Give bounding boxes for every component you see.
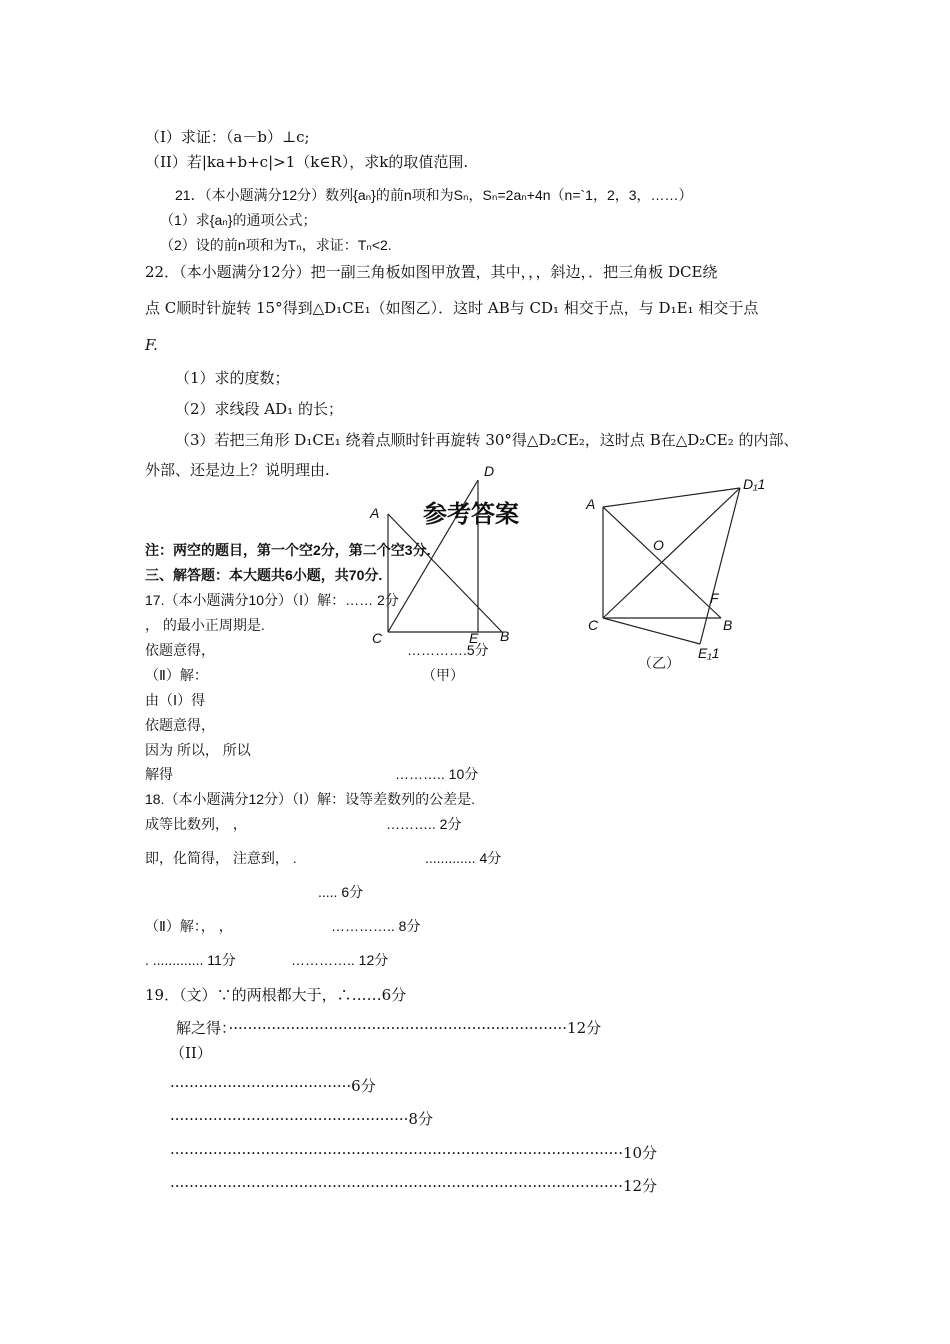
- figure-yi: [603, 488, 740, 644]
- segment-cd1: [603, 488, 740, 618]
- p17-line4: （Ⅱ）解：: [145, 667, 208, 683]
- segment-ce1: [603, 618, 700, 644]
- p21-stem: 21．（本小题满分12分）数列{aₙ}的前n项和为Sₙ，Sₙ=2aₙ+4n（n=`1，2，3，……）: [175, 187, 693, 203]
- p17-line8: 解得: [145, 766, 173, 782]
- p20-part1: （I）求证：（a－b）⊥c;: [145, 128, 310, 146]
- p17-line3-score: ………….5分: [407, 642, 489, 658]
- fig-jia-label-c: C: [372, 630, 383, 646]
- fig-jia-label-b: B: [500, 628, 510, 644]
- fig-yi-label-d1: D₁1: [743, 476, 766, 492]
- p17-line8-score: ……….. 10分: [395, 766, 479, 782]
- p17-line5: 由（Ⅰ）得: [145, 692, 206, 708]
- answers-note: 注：两空的题目，第一个空2分，第二个空3分.: [145, 542, 431, 558]
- p18-line5: （Ⅱ）解：， ，: [145, 918, 233, 934]
- p19-line1: 19．（文）∵的两根都大于，∴……6分: [145, 986, 407, 1004]
- fig-yi-caption: （乙）: [638, 656, 680, 672]
- p22-line3: F.: [145, 336, 158, 354]
- p18-line3: 即，化简得， 注意到， .: [145, 850, 297, 866]
- p22-line2: 点 C顺时针旋转 15°得到△D₁CE₁（如图乙）．这时 AB与 CD₁ 相交于点，与 D₁E₁ 相交于点: [145, 299, 759, 317]
- p18-line2: 成等比数列， ，: [145, 816, 247, 832]
- fig-jia-caption: （甲）: [422, 668, 464, 684]
- p22-q3-line1: （3）若把三角形 D₁CE₁ 绕着点顺时针再旋转 30°得△D₂CE₂，这时点 B在△D₂CE₂ 的内部、: [175, 431, 799, 449]
- p19-line2: 解之得：·······································································12分: [176, 1019, 602, 1037]
- segment-d1e1: [700, 488, 740, 644]
- p21-part1: （1）求{aₙ}的通项公式；: [160, 212, 317, 228]
- p22-q2: （2）求线段 AD₁ 的长；: [175, 400, 343, 418]
- fig-jia-label-a: A: [370, 505, 380, 521]
- p19-line4: ······································6分: [170, 1077, 376, 1095]
- answers-title: 参考答案: [423, 499, 519, 528]
- p21-part2: （2）设的前n项和为Tₙ，求证：Tₙ<2.: [160, 237, 392, 253]
- fig-yi-label-o: O: [653, 537, 664, 553]
- answers-section: 三、解答题：本大题共6小题，共70分.: [145, 567, 383, 583]
- p18-line1: 18.（本小题满分12分）（Ⅰ）解：设等差数列的公差是.: [145, 791, 476, 807]
- segment-ad1: [603, 488, 740, 507]
- fig-jia-label-e: E: [469, 630, 479, 646]
- p22-line1: 22．（本小题满分12分）把一副三角板如图甲放置，其中，，，斜边，．把三角板 DCE绕: [145, 263, 718, 281]
- fig-yi-label-b: B: [723, 617, 733, 633]
- fig-yi-label-c: C: [588, 617, 599, 633]
- p20-part2: （II）若|ka+b+c|>1（k∈R），求k的取值范围.: [145, 153, 469, 171]
- fig-yi-label-a: A: [586, 496, 596, 512]
- p19-line3: （II）: [170, 1044, 212, 1062]
- p19-line5: ··················································8分: [170, 1110, 433, 1128]
- segment-ab: [388, 514, 502, 632]
- p18-line2-score: ……….. 2分: [386, 816, 462, 832]
- p18-line4-score: ..... 6分: [318, 884, 364, 900]
- fig-yi-label-f: F: [710, 590, 719, 606]
- p17-line2: ， 的最小正周期是.: [145, 617, 265, 633]
- p19-line6: ·······························································································10分: [170, 1144, 658, 1162]
- p18-line6-score: ………….. 12分: [291, 952, 389, 968]
- p17-line1: 17.（本小题满分10分）（Ⅰ）解：…… 2分: [145, 592, 399, 608]
- p22-q3-line2: 外部、还是边上？说明理由.: [145, 461, 330, 479]
- fig-jia-label-d: D: [484, 463, 495, 479]
- fig-yi-label-e1: E₁1: [698, 645, 720, 661]
- p19-line7: ·······························································································12分: [170, 1177, 658, 1195]
- p17-line3: 依题意得，: [145, 642, 215, 658]
- p22-q1: （1）求的度数；: [175, 369, 290, 387]
- p18-line6: . ............. 11分: [145, 952, 236, 968]
- p17-line7: 因为 所以， 所以: [145, 742, 251, 758]
- p18-line5-score: ………….. 8分: [331, 918, 421, 934]
- p18-line3-score: ............. 4分: [425, 850, 502, 866]
- p17-line6: 依题意得，: [145, 717, 215, 733]
